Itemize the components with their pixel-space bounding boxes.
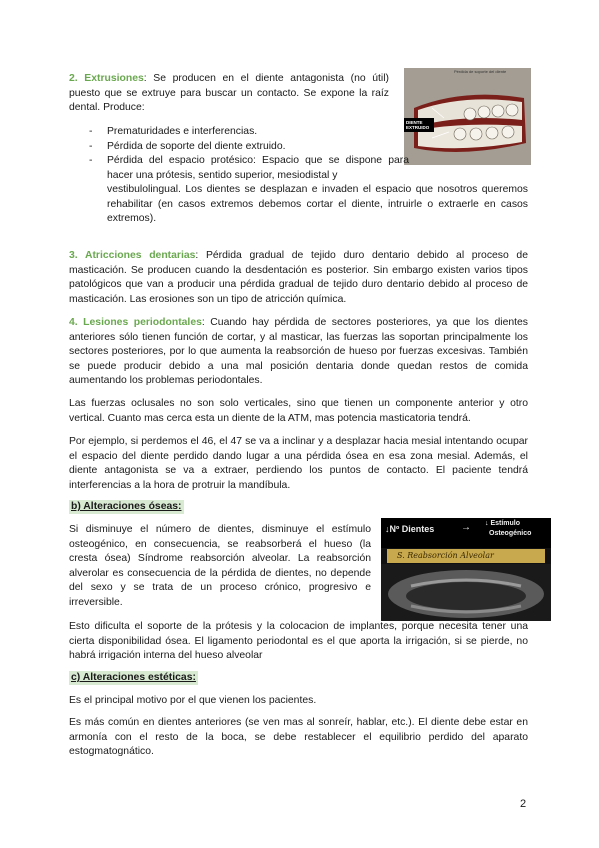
section-b-heading: b) Alteraciones óseas: bbox=[71, 501, 182, 512]
section2-intro: 2. Extrusiones: Se producen en el diente antagonista (no útil) puesto que se extruye para buscar un contacto. Se expone la raíz dental. Produce: bbox=[69, 73, 389, 114]
section3 bbox=[69, 249, 528, 307]
extruded-tooth-caption: Pérdida de soporte del diente bbox=[454, 69, 507, 74]
section2-number: 2 bbox=[69, 73, 75, 84]
section-b-text: Si disminuye el número de dientes, disminuye el estímulo osteogénico, en consecuencia, se reabsorberá el hueso (la cresta ósea) Síndrome reabsorción alveolar. La reabsorción alverolar es consecuencia de la pérdida de dientes, no depende del sexo y se trata de un proceso crónico, progresivo e irreversible. bbox=[69, 524, 371, 608]
section-b-para2: Esto dificulta el soporte de la prótesis y la colocacion de implantes, porque necesita tener una cierta disponibilidad ósea. El ligamento periodontal es el que aporta la irrigación, si se pierde, no habrá irrigación interna del hueso alveolar bbox=[69, 621, 528, 662]
extruded-tooth-figure bbox=[404, 68, 531, 165]
xray-left-label: ↓Nº Dientes bbox=[385, 524, 435, 534]
section4-para3: Por ejemplo, si perdemos el 46, el 47 se va a inclinar y a desplazar hacia mesial intentando ocupar el espacio del diente perdido dando lugar a una pérdida ósea en esa zona mesial. Además, el diente antagonista se va a extraer, perdiendo los puntos de contacto. El paciente tendrá interferencias a la hora de protruir la mandíbula. bbox=[69, 436, 528, 491]
xray-right-label-1: ↓ Estímulo bbox=[485, 520, 521, 527]
section2-text: : Se producen en el diente antagonista (no útil) puesto que se extruye para buscar un contacto. Se expone la raíz dental. Produce: bbox=[69, 73, 389, 114]
xray-banner: S. Reabsorción Alveolar bbox=[397, 551, 494, 560]
bone-resorption-figure bbox=[381, 518, 551, 621]
section3-title: 3. Atricciones dentarias bbox=[69, 250, 196, 261]
xray-right-label-2: Osteogénico bbox=[489, 530, 532, 537]
section-c-para1: Es el principal motivo por el que vienen los pacientes. bbox=[69, 695, 317, 706]
section2-bullet3-start: - Pérdida del espacio protésico: Espacio que se dispone para hacer una prótesis, sentido superior, mesiodistal y bbox=[89, 155, 409, 181]
section3-text: : Pérdida gradual de tejido duro dentario debido al proceso de masticación. Se producen cuando la desdentación es posterior. Sin embargo existen varios tipos patológicos que van a producir una pérdida gradual de tejido duro dentario debido al proceso de masticación. Las erosiones son un tipo de atricción química. bbox=[69, 250, 528, 305]
list-item: - Prematuridades e interferencias. bbox=[89, 125, 391, 140]
list-item: Pérdida del espacio protésico: Espacio que se dispone para hacer una prótesis, sentido superior, mesiodistal y bbox=[107, 155, 409, 181]
section2-bullets bbox=[89, 125, 391, 154]
section-c-heading: c) Alteraciones estéticas: bbox=[71, 672, 196, 683]
page-number: 2 bbox=[520, 798, 527, 810]
section4 bbox=[69, 316, 528, 389]
section2-title: Extrusiones bbox=[84, 73, 144, 84]
arrow-right-icon: → bbox=[461, 522, 471, 533]
section4-para2: Las fuerzas oclusales no son solo verticales, sino que tienen un componente anterior y otro vertical. Cuanto mas cerca esta un diente de la ATM, mas potencia masticatoria tendrá. bbox=[69, 398, 528, 424]
section4-title: 4. Lesiones periodontales bbox=[69, 317, 202, 328]
section-c-para2: Es más común en dientes anteriores (se ven mas al sonreír, hablar, etc.). El diente debe estar en armonía con el resto de la boca, se debe restablecer el equilibrio perdido del aparato estogmatognático. bbox=[69, 717, 528, 758]
section2-bullet3-cont: vestibulolingual. Los dientes se desplazan e invaden el espacio que nosotros queremos rehabilitar (en casos extremos debemos cortar el diente, intruirle o extraerle en casos extremos). bbox=[107, 184, 528, 225]
list-item: - Pérdida de soporte del diente extruido. bbox=[89, 140, 391, 155]
extruded-tooth-label: DIENTE EXTRUIDO bbox=[406, 120, 430, 130]
section4-text: : Cuando hay pérdida de sectores posteriores, ya que los dientes anteriores sólo tienen función de cortar, y al masticar, las fuerzas las soportan principalmente los sectores posteriores, por lo que aumenta la reabsorción de hueso por fuerzas excesivas. También se puede producir debido a una mal posición dentaria donde quedan restos de comida aumentando los problemas periodontales. bbox=[69, 317, 528, 387]
